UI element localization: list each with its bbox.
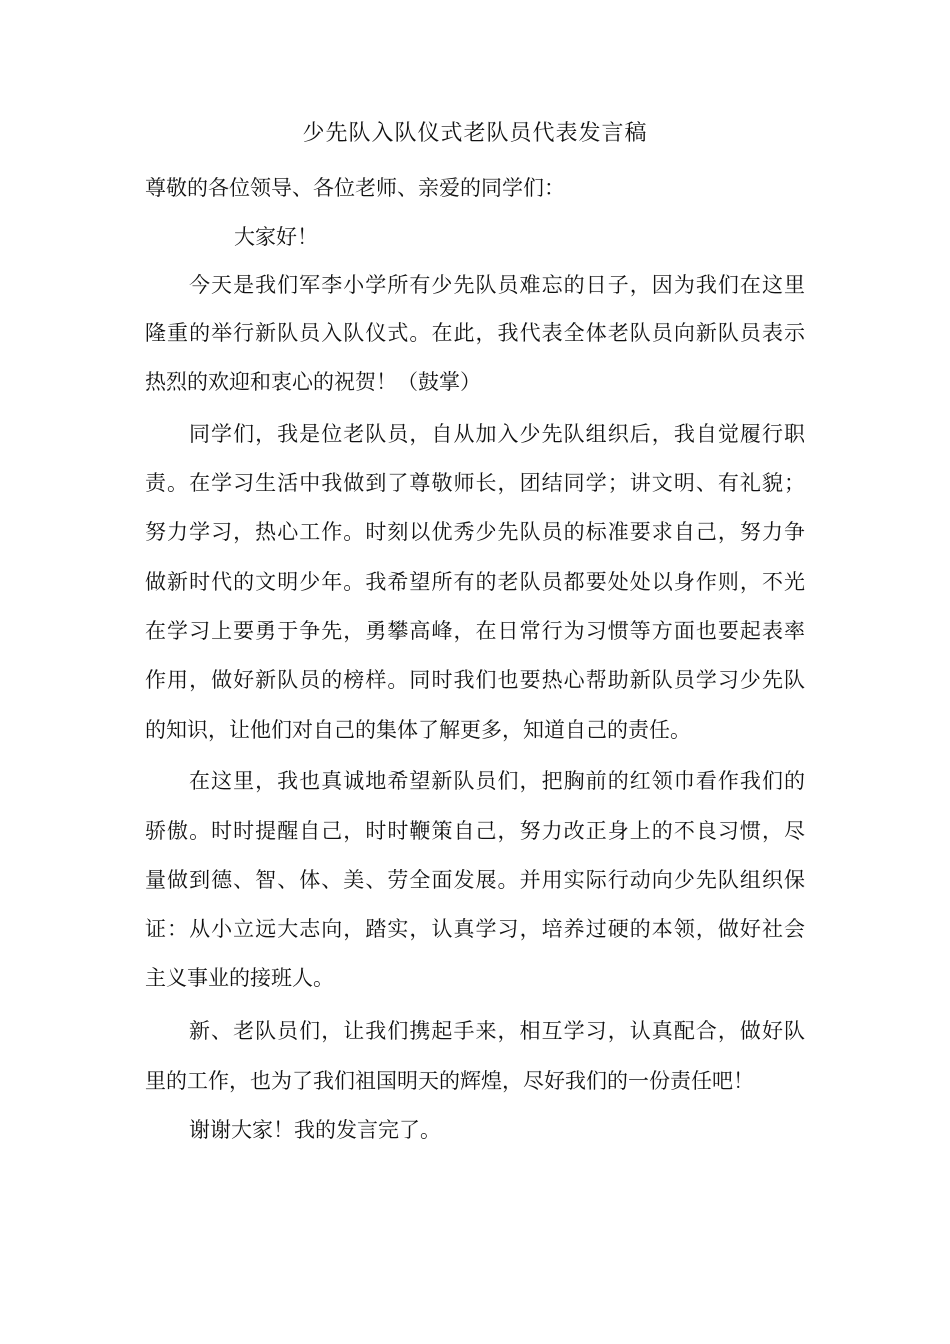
paragraph-line: 证：从小立远大志向，踏实，认真学习，培养过硬的本领，做好社会 (145, 917, 805, 941)
salutation: 尊敬的各位领导、各位老师、亲爱的同学们： (145, 176, 565, 200)
paragraph-line: 热烈的欢迎和衷心的祝贺！（鼓掌） (145, 370, 481, 394)
paragraph-line: 的知识，让他们对自己的集体了解更多，知道自己的责任。 (145, 718, 691, 742)
paragraph-line: 隆重的举行新队员入队仪式。在此，我代表全体老队员向新队员表示 (145, 321, 805, 345)
paragraph-line: 里的工作，也为了我们祖国明天的辉煌，尽好我们的一份责任吧！ (145, 1069, 754, 1093)
paragraph-line: 主义事业的接班人。 (145, 966, 334, 990)
paragraph-line: 在这里，我也真诚地希望新队员们，把胸前的红领巾看作我们的 (189, 769, 805, 793)
paragraph-line: 量做到德、智、体、美、劳全面发展。并用实际行动向少先队组织保 (145, 868, 805, 892)
paragraph-line: 责。在学习生活中我做到了尊敬师长，团结同学；讲文明、有礼貌； (145, 471, 805, 495)
paragraph-line: 作用，做好新队员的榜样。同时我们也要热心帮助新队员学习少先队 (145, 668, 805, 692)
paragraph-line: 骄傲。时时提醒自己，时时鞭策自己，努力改正身上的不良习惯，尽 (145, 819, 805, 843)
paragraph-line: 今天是我们军李小学所有少先队员难忘的日子，因为我们在这里 (189, 273, 805, 297)
document-title: 少先队入队仪式老队员代表发言稿 (302, 121, 648, 146)
paragraph-line: 做新时代的文明少年。我希望所有的老队员都要处处以身作则，不光 (145, 570, 805, 594)
paragraph-line: 努力学习，热心工作。时刻以优秀少先队员的标准要求自己，努力争 (145, 520, 805, 544)
greeting: 大家好！ (234, 225, 318, 249)
paragraph-line: 在学习上要勇于争先，勇攀高峰，在日常行为习惯等方面也要起表率 (145, 619, 805, 643)
paragraph-line: 新、老队员们，让我们携起手来，相互学习，认真配合，做好队 (189, 1019, 805, 1043)
closing-line: 谢谢大家！我的发言完了。 (189, 1118, 441, 1142)
paragraph-line: 同学们，我是位老队员，自从加入少先队组织后，我自觉履行职 (189, 422, 805, 446)
